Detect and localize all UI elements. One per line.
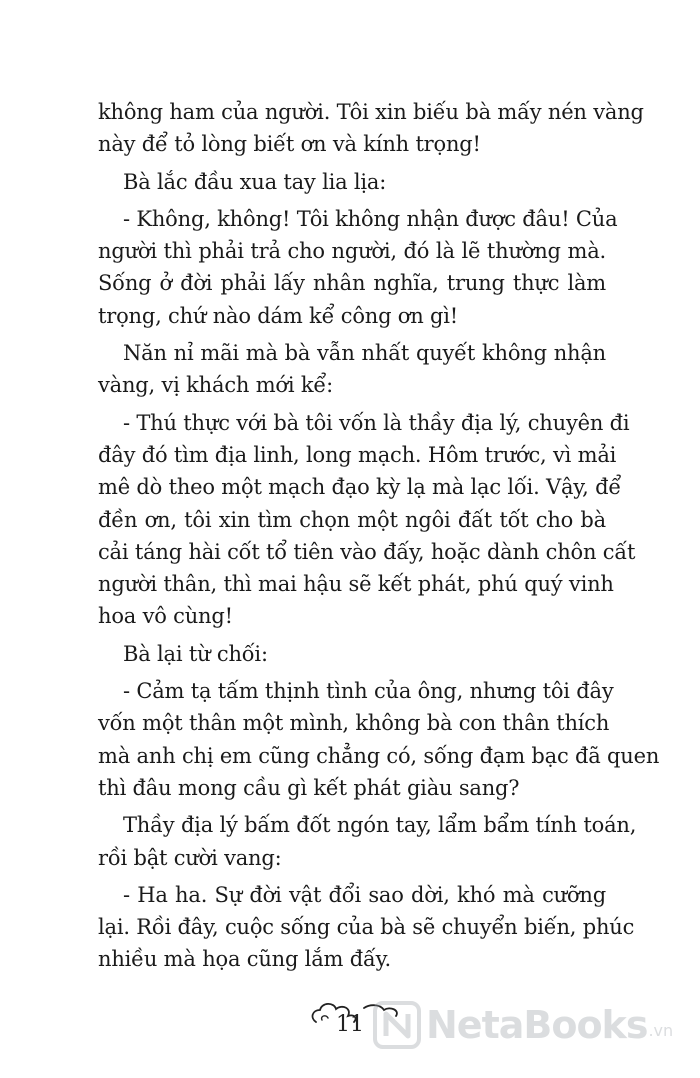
paragraph-3 [98, 203, 618, 332]
paragraph-2 [98, 166, 606, 198]
text-line: người thân, thì mai hậu sẽ kết phát, phú quý vinh [98, 572, 614, 597]
text-line: này để tỏ lòng biết ơn và kính trọng! [98, 132, 481, 157]
text-line: vốn một thân một mình, không bà con thân thích [98, 711, 610, 736]
paragraph-8 [98, 809, 637, 874]
text-line: - Không, không! Tôi không nhận được đâu! Của [123, 206, 618, 231]
text-line: người thì phải trả cho người, đó là lẽ thường mà. [98, 239, 606, 264]
text-line: lại. Rồi đây, cuộc sống của bà sẽ chuyển biến, phúc [98, 915, 635, 940]
text-line: nhiều mà họa cũng lắm đấy. [98, 947, 391, 972]
text-line: Bà lại từ chối: [123, 641, 268, 666]
text-line: Sống ở đời phải lấy nhân nghĩa, trung thực làm [98, 271, 606, 296]
text-line: rồi bật cười vang: [98, 845, 282, 870]
text-line: thì đâu mong cầu gì kết phát giàu sang? [98, 775, 520, 800]
text-line: đền ơn, tôi xin tìm chọn một ngôi đất tốt cho bà [98, 507, 606, 532]
paragraph-4 [98, 337, 606, 402]
text-line: đây đó tìm địa linh, long mạch. Hôm trước, vì mải [98, 442, 617, 467]
text-line: - Thú thực với bà tôi vốn là thầy địa lý, chuyên đi [123, 410, 630, 435]
text-line: vàng, vị khách mới kể: [98, 373, 333, 398]
watermark-brand: NetaBooks [426, 1003, 648, 1047]
text-line: mê dò theo một mạch đạo kỳ lạ mà lạc lối. Vậy, để [98, 475, 622, 500]
netabooks-logo-icon [372, 1000, 422, 1050]
paragraph-6 [98, 638, 606, 670]
book-page-body [98, 96, 660, 981]
paragraph-9 [98, 879, 635, 976]
text-line: mà anh chị em cũng chẳng có, sống đạm bạc đã quen [98, 743, 660, 768]
text-line: - Ha ha. Sự đời vật đổi sao dời, khó mà cưỡng [123, 882, 606, 907]
text-line: Năn nỉ mãi mà bà vẫn nhất quyết không nhận [123, 341, 606, 366]
watermark-suffix: .vn [648, 1021, 674, 1040]
page-footer [0, 990, 700, 1050]
page-number: 11 [336, 1012, 364, 1037]
text-line: Bà lắc đầu xua tay lia lịa: [123, 169, 387, 194]
paragraph-7 [98, 675, 660, 804]
text-line: cải táng hài cốt tổ tiên vào đấy, hoặc dành chôn cất [98, 539, 636, 564]
text-line: không ham của người. Tôi xin biếu bà mấy nén vàng [98, 100, 644, 124]
watermark [372, 1000, 673, 1050]
text-line: hoa vô cùng! [98, 604, 233, 629]
paragraph-5 [98, 407, 636, 633]
paragraph-1 [98, 96, 644, 161]
text-line: - Cảm tạ tấm thịnh tình của ông, nhưng tôi đây [123, 679, 614, 704]
text-line: Thầy địa lý bấm đốt ngón tay, lẩm bẩm tính toán, [123, 813, 637, 838]
text-line: trọng, chứ nào dám kể công ơn gì! [98, 303, 459, 328]
